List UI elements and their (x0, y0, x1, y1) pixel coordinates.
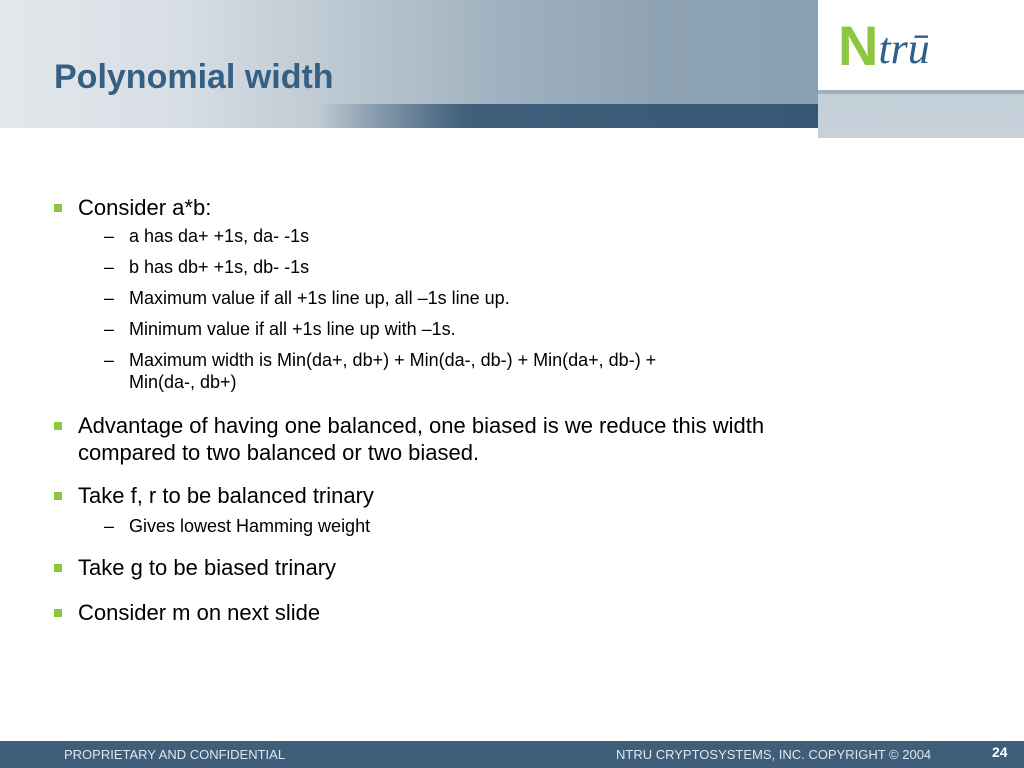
logo-underline-strip (818, 90, 1024, 138)
sub-bullet-text-line-2: Min(da-, db+) (129, 372, 237, 392)
logo-strip-edge (818, 90, 1024, 94)
sub-bullet-text: Minimum value if all +1s line up with –1s. (129, 319, 456, 339)
sub-bullet-item (54, 225, 914, 247)
dash-icon: – (104, 319, 115, 339)
header-accent-strip (318, 104, 818, 128)
sub-bullet-item (54, 349, 914, 393)
footer-bar (0, 741, 1024, 768)
bullet-square-icon (54, 204, 62, 212)
dash-icon: – (104, 288, 115, 308)
bullet-text: Consider m on next slide (78, 600, 321, 625)
slide-body (54, 194, 914, 626)
footer-confidential: PROPRIETARY AND CONFIDENTIAL (64, 747, 286, 762)
logo-tru: trū (878, 24, 930, 73)
bullet-square-icon (54, 609, 62, 617)
bullet-square-icon (54, 422, 62, 430)
bullet-text-line-1: Advantage of having one balanced, one biased is we reduce this width (78, 413, 765, 438)
footer-copyright: NTRU CRYPTOSYSTEMS, INC. COPYRIGHT © 2004 (616, 747, 932, 762)
bullet-text: Consider a*b: (78, 195, 212, 220)
page-number: 24 (992, 744, 1008, 760)
sub-bullet-text: Maximum value if all +1s line up, all –1s line up. (129, 288, 510, 308)
sub-bullet-text: a has da+ +1s, da- -1s (129, 226, 310, 246)
sub-bullet-text: Gives lowest Hamming weight (129, 516, 371, 536)
bullet-square-icon (54, 492, 62, 500)
bullet-text-line-2: compared to two balanced or two biased. (78, 440, 480, 465)
bullet-item (54, 412, 914, 466)
bullet-text: Take g to be biased trinary (78, 555, 337, 580)
sub-bullet-item (54, 256, 914, 278)
bullet-item (54, 599, 914, 626)
ntru-logo (838, 14, 930, 77)
bullet-text: Take f, r to be balanced trinary (78, 483, 374, 508)
dash-icon: – (104, 350, 115, 370)
sub-bullet-item (54, 318, 914, 340)
dash-icon: – (104, 257, 115, 277)
dash-icon: – (104, 226, 115, 246)
sub-bullet-text: b has db+ +1s, db- -1s (129, 257, 310, 277)
bullet-item (54, 194, 914, 221)
sub-bullet-item (54, 287, 914, 309)
slide-title: Polynomial width (54, 58, 334, 96)
bullet-item (54, 482, 914, 509)
sub-bullet-item (54, 515, 914, 537)
bullet-item (54, 554, 914, 581)
dash-icon: – (104, 516, 115, 536)
logo-n: N (838, 14, 877, 77)
bullet-square-icon (54, 564, 62, 572)
sub-bullet-text-line-1: Maximum width is Min(da+, db+) + Min(da-, db-) + Min(da+, db-) + (129, 350, 657, 370)
